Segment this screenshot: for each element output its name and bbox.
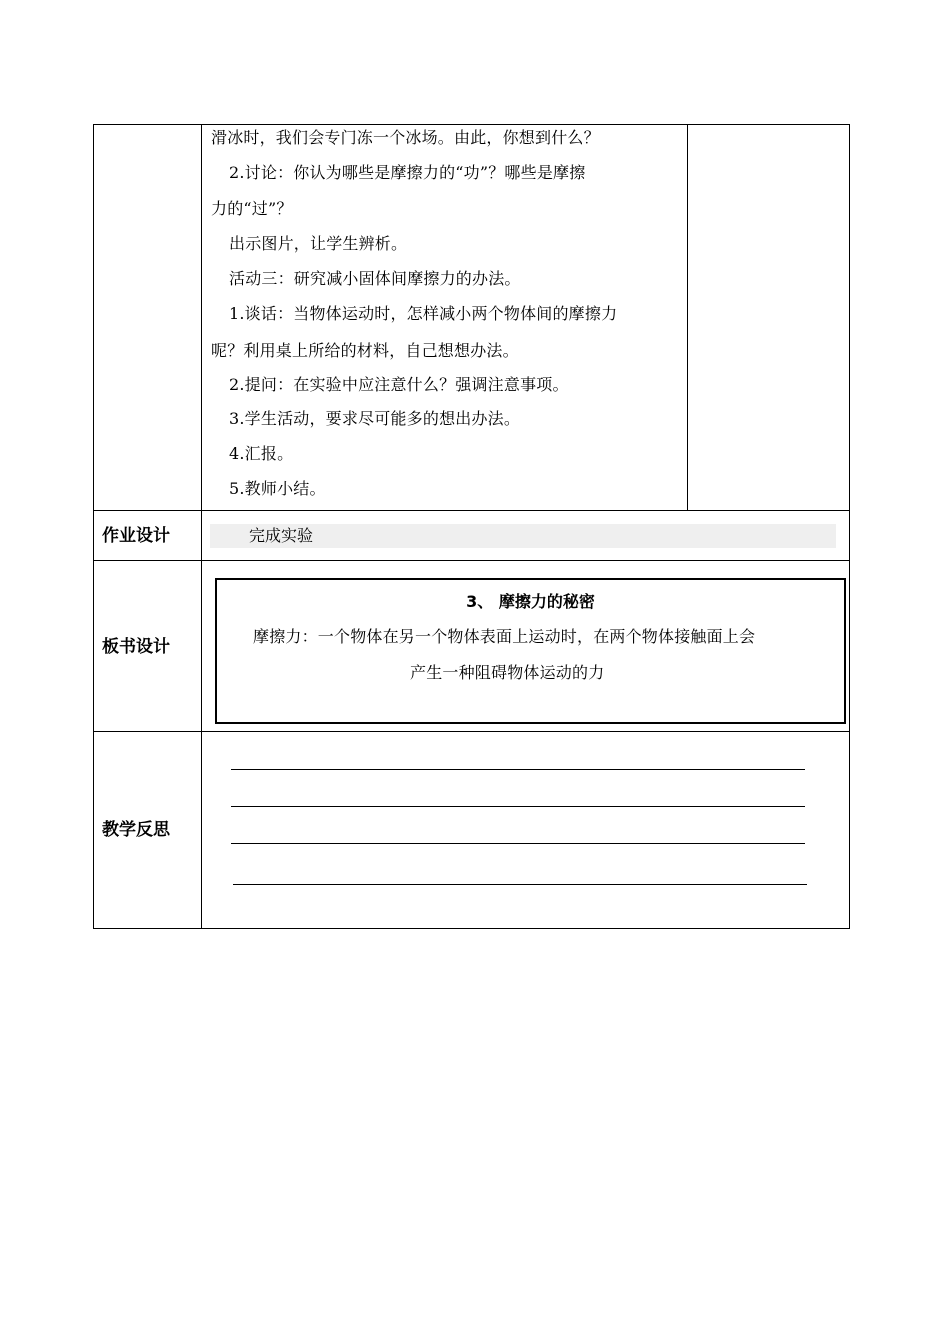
notes-column-divider	[687, 124, 688, 510]
row-divider-reflection	[93, 731, 850, 732]
process-line-11: 5.教师小结。	[229, 479, 326, 498]
process-line-6: 1.谈话：当物体运动时，怎样减小两个物体间的摩擦力	[229, 304, 618, 323]
label-column-divider	[201, 124, 202, 929]
row-divider-board	[93, 560, 850, 561]
process-line-2: 2.讨论：你认为哪些是摩擦力的“功”？哪些是摩擦	[229, 163, 586, 182]
homework-content: 完成实验	[249, 526, 314, 545]
board-title: 3、 摩擦力的秘密	[466, 592, 595, 611]
reflection-writing-line-3	[231, 843, 805, 844]
process-line-5: 活动三：研究减小固体间摩擦力的办法。	[229, 269, 521, 288]
table-left-border	[93, 124, 94, 929]
board-definition-line-2: 产生一种阻碍物体运动的力	[410, 663, 605, 682]
row-divider-homework	[93, 510, 850, 511]
table-right-border	[849, 124, 850, 929]
board-label: 板书设计	[102, 637, 170, 657]
process-line-4: 出示图片，让学生辨析。	[229, 234, 408, 253]
table-bottom-border	[93, 928, 850, 929]
process-line-10: 4.汇报。	[229, 444, 294, 463]
board-definition-line-1: 摩擦力：一个物体在另一个物体表面上运动时，在两个物体接触面上会	[253, 627, 756, 646]
process-line-1: 滑冰时，我们会专门冻一个冰场。由此，你想到什么？	[211, 128, 600, 147]
reflection-label: 教学反思	[102, 820, 170, 840]
table-top-border	[93, 124, 850, 125]
reflection-writing-line-1	[231, 769, 805, 770]
process-line-9: 3.学生活动，要求尽可能多的想出办法。	[229, 409, 521, 428]
reflection-writing-line-2	[231, 806, 805, 807]
reflection-writing-line-4	[233, 884, 807, 885]
process-line-8: 2.提问：在实验中应注意什么？强调注意事项。	[229, 375, 569, 394]
board-title-wrap	[215, 592, 846, 612]
process-line-3: 力的“过”？	[211, 199, 293, 218]
homework-label: 作业设计	[102, 526, 170, 546]
process-line-7: 呢？利用桌上所给的材料，自己想想办法。	[211, 341, 519, 360]
